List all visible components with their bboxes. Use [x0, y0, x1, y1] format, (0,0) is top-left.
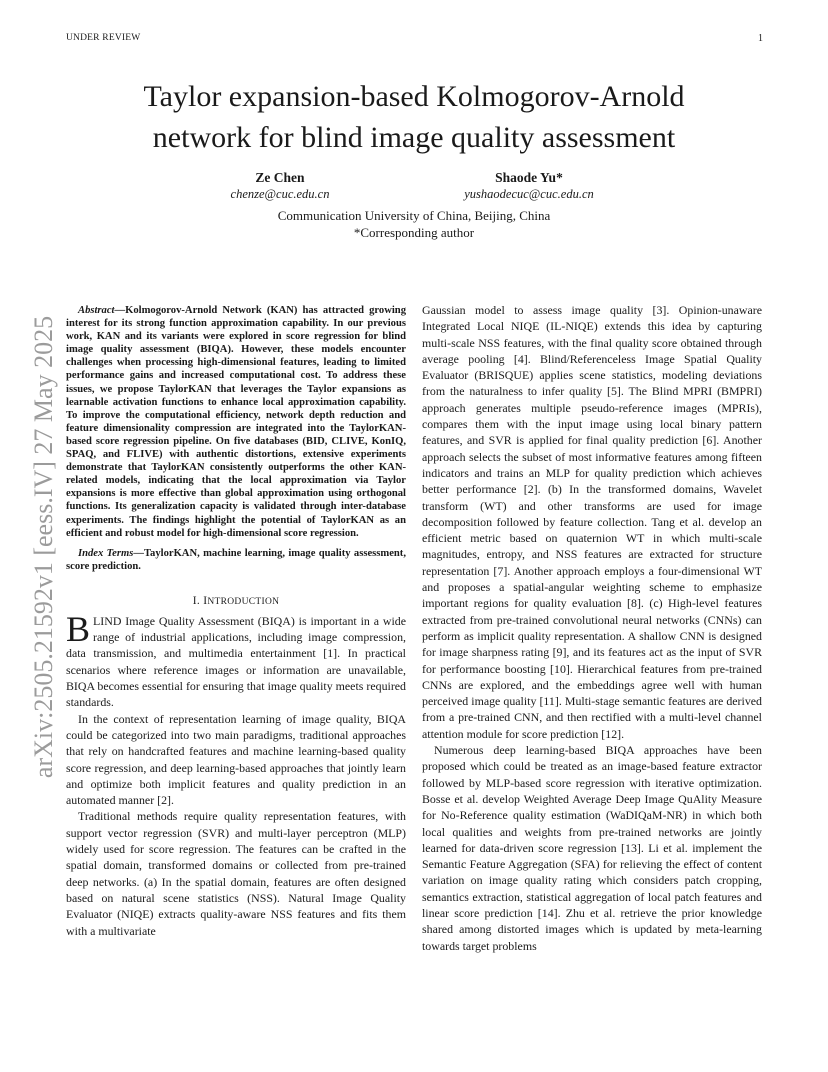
section-heading-introduction: I. INTRODUCTION [192, 594, 280, 607]
running-header: UNDER REVIEW [66, 33, 141, 43]
abstract-label: Abstract [78, 305, 115, 316]
left-column [66, 304, 406, 939]
author-email[interactable]: yushaodecuc@cuc.edu.cn [464, 187, 594, 201]
index-terms-label: Index Terms [78, 547, 134, 559]
paper-title [80, 76, 748, 158]
intro-paragraph-3: Traditional methods require quality representation features, with support vector regression (SVR) and multi-layer perceptron (MLP) widely used for score regression. The features can be crafted in the spatial domain, transformed domains or collected from pre-trained deep networks. (a) In the spatial domain, features are often designed based on natural scene statistics (NSS). Natural Image Quality Evaluator (NIQE) extracts quality-aware NSS features and fits them with a multivariate [66, 809, 406, 938]
right-column [422, 302, 762, 954]
index-terms-text: —TaylorKAN, machine learning, image quality assessment, score prediction. [66, 547, 406, 572]
arxiv-identifier: arXiv:2505.21592v1 [eess.IV] 27 May 2025 [29, 315, 58, 779]
abstract-text: —Kolmogorov-Arnold Network (KAN) has attracted growing interest for its strong function approximation capability. In our previous work, KAN and its variants were explored in score regression for blind image quality assessment (BIQA). However, these models encounter challenges when processing high-dimensional features, leading to limited performance gains and increased computational cost. To address these issues, we propose TaylorKAN that leverages the Taylor expansions as learnable activation functions to enhance local approximation capability. To improve the computational efficiency, network depth reduction and feature dimensionality compression are integrated into the TaylorKAN-based score regression pipeline. On five databases (BID, CLIVE, KonIQ, SPAQ, and FLIVE) with authentic distortions, extensive experiments demonstrate that TaylorKAN consistently outperforms the other KAN-related models, indicating that the local approximation via Taylor expansions is more effective than global approximation using orthogonal functions. Its generalization capacity is validated through inter-database experiments. The findings highlight the potential of TaylorKAN as an efficient and robust model for high-dimensional score regression. [66, 305, 406, 539]
author-2 [419, 169, 639, 203]
abstract [66, 304, 406, 540]
affiliation-block [200, 207, 628, 241]
drop-cap: B [66, 608, 91, 649]
title-line-1: Taylor expansion-based Kolmogorov-Arnold [143, 80, 685, 113]
right-paragraph-2: Numerous deep learning-based BIQA approaches have been proposed which could be treated as an image-based feature extractor followed by MLP-based score regression with iterative optimization. Bosse et al. develop Weighted Average Deep Image QuAlity Measure for No-Reference quality estimation (WaDIQaM-NR) in which both local qualities and weights from pre-trained networks are jointly learned for data-driven score regression [13]. Li et al. implement the Semantic Feature Aggregation (SFA) for relieving the effect of content variation on image quality rating which considers patch cropping, semantics extraction, statistical aggregation of local patch features and linear score prediction [14]. Zhu et al. retrieve the prior knowledge shared among distorted images which is updated by meta-learning towards target problems [422, 743, 762, 953]
index-terms [66, 547, 406, 573]
author-email[interactable]: chenze@cuc.edu.cn [230, 187, 330, 201]
author-name: Shaode Yu* [495, 170, 563, 185]
author-name: Ze Chen [255, 170, 305, 185]
author-1 [170, 169, 390, 203]
page-number: 1 [758, 33, 763, 44]
right-paragraph-1: Gaussian model to assess image quality [3]. Opinion-unaware Integrated Local NIQE (IL-NIQE) extends this idea by capturing multi-scale NSS features, with the final quality score obtained through average pooling [4]. Blind/Referenceless Image Spatial Quality Evaluator (BRISQUE) applies scene statistics, modeling deviations from the naturalness to infer quality [5]. The Blind MPRI (BMPRI) approach generates multiple pseudo-reference images (MPRIs), compares them with the input image using local binary pattern features, and SVR is applied for final quality prediction [6]. Another approach selects the subset of most informative features among fifteen indicators and trains an MLP for quality prediction which achieves better performance [2]. (b) In the transformed domains, Wavelet transform (WT) and other transforms are used for image decomposition followed by feature collection. Tang et al. develop an efficient metric based on quaternion WT in which multi-scale magnitudes, entropy, and NSS features are extracted for structure representation [7]. Another approach employs a four-dimensional WT and proposes a spatial-angular weighting scheme to emphasize important regions for quality evaluation [8]. (c) High-level features extracted from pre-trained convolutional neural networks (CNNs) can perform as implicit quality representation. A shallow CNN is designed for image sharpness rating [9], and its features act as the input of SVR for performance boosting [10]. Hierarchical features from pre-trained CNNs are explored, and the embeddings agree well with human perceived image quality [11]. Multi-stage semantic features are derived from a pre-trained CNN, and then rectified with a multi-level channel attention module for score prediction [12]. [422, 303, 762, 741]
corresponding-note: *Corresponding author [353, 225, 475, 240]
title-line-2: network for blind image quality assessment [152, 121, 676, 154]
affiliation: Communication University of China, Beijing, China [277, 208, 551, 223]
intro-paragraph-2: In the context of representation learning of image quality, BIQA could be categorized into two main paradigms, traditional approaches that rely on handcrafted features and machine learning-based quality score regression, and deep learning-based approaches that jointly learn and optimize both implicit features and quality prediction in an automated manner [2]. [66, 711, 406, 808]
intro-paragraph-1: BLIND Image Quality Assessment (BIQA) is important in a wide range of industrial applications, including image compression, data transmission, and multimedia entertainment [1]. In practical scenarios where reference images or information are unavailable, BIQA becomes essential for ensuring that image quality meets required standards. [66, 608, 406, 710]
